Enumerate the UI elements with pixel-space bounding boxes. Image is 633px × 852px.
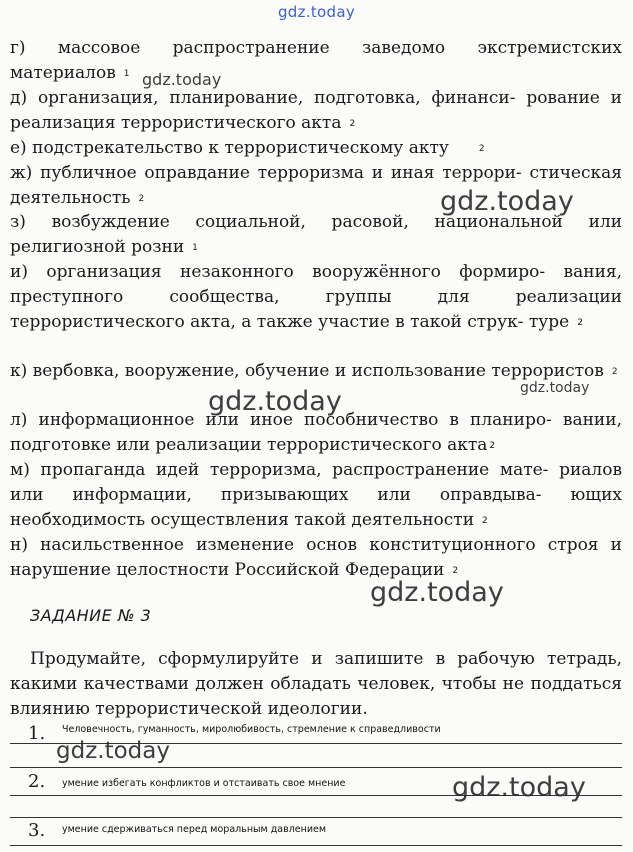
item-text-line: террористического акта, а также участие в такой струк- (10, 311, 524, 332)
answer-number: 2. (28, 771, 46, 792)
item-text-line: стическая деятельность (10, 163, 622, 208)
item-text-line: информационное или иное пособничество в планиро- (38, 410, 552, 430)
grade-mark: 1 (123, 68, 130, 79)
task-heading: ЗАДАНИЕ № 3 (30, 606, 152, 625)
answer-line (10, 845, 622, 846)
answer-line (10, 817, 622, 818)
item-letter: ж) (10, 163, 33, 183)
item-letter: и) (10, 262, 28, 282)
grade-mark: 2 (489, 440, 496, 451)
item-text-line: риалов или информации, призывающих или оправдыва- (10, 460, 623, 505)
grade-mark: 1 (192, 242, 198, 253)
item-d (10, 86, 622, 137)
item-g (10, 36, 622, 87)
item-text-line: публичное оправдание терроризма и иная террори- (40, 163, 522, 183)
watermark: gdz.today (142, 70, 222, 89)
grade-mark: 2 (482, 515, 488, 526)
top-watermark: gdz.today (277, 3, 356, 21)
item-text-line: вании, подготовке или реализации террористического акта (10, 410, 622, 455)
grade-mark: 2 (478, 144, 485, 154)
item-text-line: насильственное изменение основ конституционного (40, 535, 536, 555)
watermark: gdz.today (56, 738, 170, 764)
item-text-line: пропаганда идей терроризма, распространение мате- (40, 460, 549, 480)
item-text-line: туре (528, 311, 570, 332)
watermark: gdz.today (520, 380, 590, 396)
grade-mark: 2 (611, 367, 618, 377)
item-i (10, 260, 622, 335)
item-text-line: материалов (10, 62, 116, 83)
item-text-line: массовое распространение заведомо экстремистских (57, 38, 623, 58)
item-text-line: ющих необходимость осуществления такой деятельности (10, 484, 623, 530)
item-text-line: или религиозной розни (10, 212, 623, 257)
item-text-line: подстрекательство к террористическому акту (32, 138, 449, 158)
item-m (10, 458, 622, 533)
item-letter: н) (10, 535, 28, 555)
answer-text: умение сдерживаться перед моральным давлением (62, 824, 327, 835)
grade-mark: 2 (577, 317, 583, 328)
item-text-line: строя и нарушение целостности Российской Федерации (10, 535, 622, 580)
watermark: gdz.today (452, 772, 586, 803)
item-n (10, 533, 622, 584)
watermark: gdz.today (440, 186, 574, 217)
item-text-line: террористов (491, 361, 604, 381)
item-letter: л) (10, 410, 28, 430)
answer-text: Человечность, гуманность, миролюбивость, стремление к справедливости (62, 724, 441, 735)
item-text-line: организация, планирование, подготовка, финанси- (37, 88, 516, 108)
answer-text: умение избегать конфликтов и отстаивать свое мнение (62, 778, 346, 789)
watermark: gdz.today (370, 577, 504, 608)
item-letter: д) (10, 88, 28, 108)
watermark: gdz.today (208, 386, 342, 417)
item-letter: м) (10, 460, 30, 480)
item-letter: к) (10, 361, 28, 381)
grade-mark: 2 (349, 118, 356, 129)
item-letter: з) (10, 212, 26, 232)
answer-line (10, 767, 622, 768)
item-text-line: вербовка, вооружение, обучение и использование (32, 361, 486, 381)
item-z (10, 210, 622, 261)
item-text-line: вания, преступного сообщества, группы для реализации (10, 262, 623, 307)
item-letter: г) (10, 38, 26, 58)
grade-mark: 2 (138, 193, 145, 204)
item-text-line: возбуждение социальной, расовой, национальной (51, 212, 563, 232)
item-text-line: рование и реализация террористического акта (10, 88, 623, 133)
answer-number: 1. (28, 723, 46, 744)
answer-number: 3. (28, 820, 46, 841)
item-text-line: организация незаконного вооружённого формиро- (46, 262, 546, 282)
item-letter: е) (10, 138, 27, 158)
grade-mark: 2 (452, 565, 459, 576)
item-e (10, 136, 622, 162)
task-text: Продумайте, сформулируйте и запишите в рабочую тетрадь, какими качествами должен обладать человек, чтобы не поддаться влиянию террористической идеологии. (10, 649, 622, 719)
